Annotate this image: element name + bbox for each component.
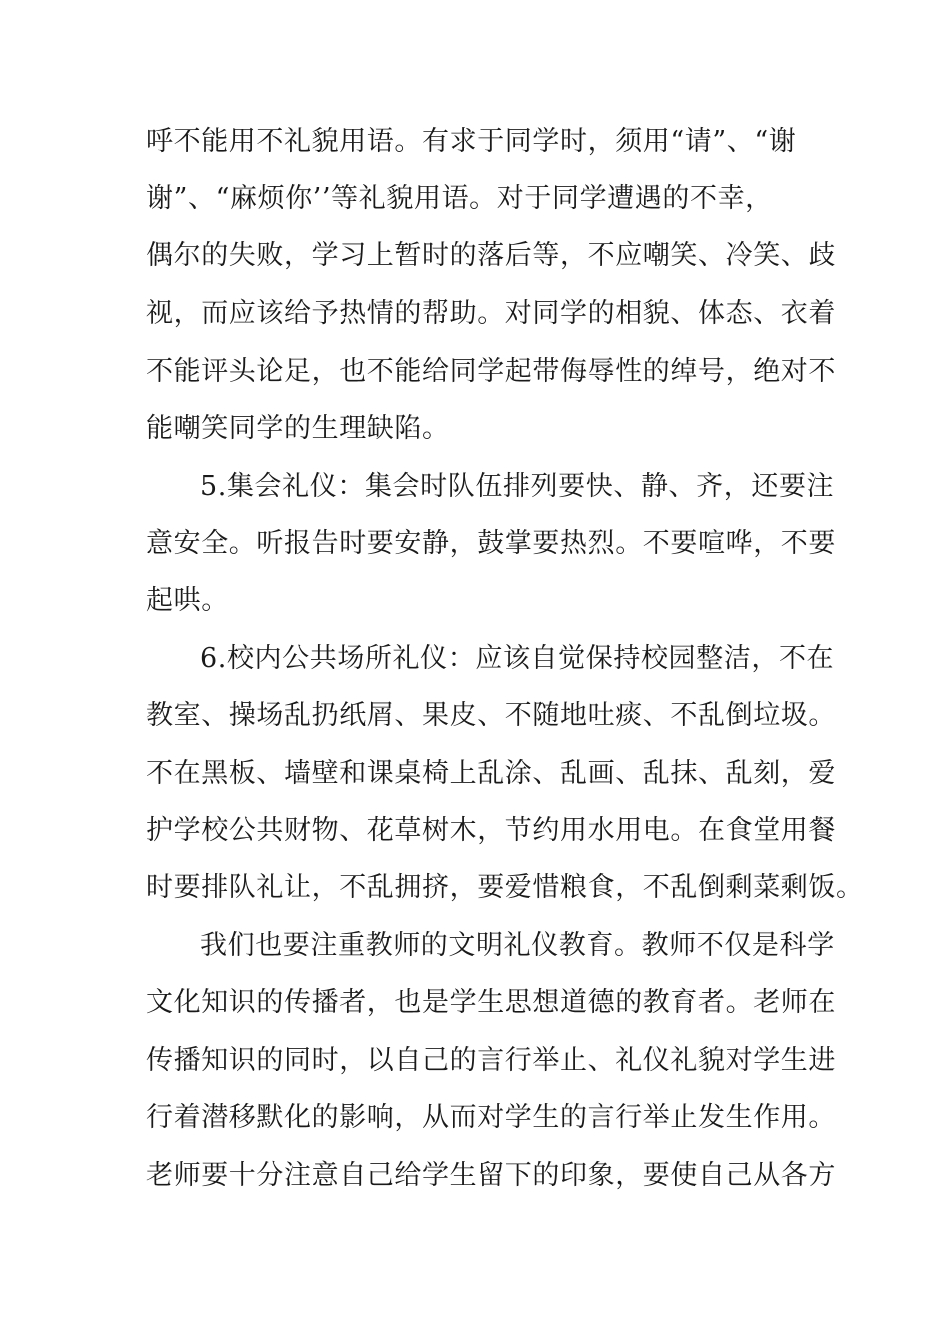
text-line: 老师要十分注意自己给学生留下的印象，要使自己从各方 — [146, 1160, 836, 1191]
text-line: 行着潜移默化的影响，从而对学生的言行举止发生作用。 — [146, 1102, 836, 1133]
text-line: 呼不能用不礼貌用语。有求于同学时，须用“请”、“谢 — [146, 126, 797, 157]
text-line: 意安全。听报告时要安静，鼓掌要热烈。不要喧哗，不要 — [146, 528, 836, 559]
paragraph-first-line: 我们也要注重教师的文明礼仪教育。教师不仅是科学 — [200, 930, 835, 961]
text-line: 传播知识的同时，以自己的言行举止、礼仪礼貌对学生进 — [146, 1045, 836, 1076]
text-line: 视，而应该给予热情的帮助。对同学的相貌、体态、衣着 — [146, 298, 836, 329]
text-line: 谢”、“麻烦你’’等礼貌用语。对于同学遭遇的不幸， — [146, 183, 773, 214]
text-line: 不能评头论足，也不能给同学起带侮辱性的绰号，绝对不 — [146, 356, 836, 387]
text-line: 护学校公共财物、花草树木，节约用水用电。在食堂用餐 — [146, 815, 836, 846]
text-line: 不在黑板、墙壁和课桌椅上乱涂、乱画、乱抹、乱刻，爱 — [146, 758, 836, 789]
text-line: 起哄。 — [146, 585, 229, 616]
text-line: 时要排队礼让，不乱拥挤，要爱惜粮食，不乱倒剩菜剩饭。 — [146, 872, 864, 903]
text-line: 偶尔的失败，学习上暂时的落后等，不应嘲笑、冷笑、歧 — [146, 240, 836, 271]
paragraph-first-line: 6.校内公共场所礼仪：应该自觉保持校园整洁，不在 — [200, 643, 835, 674]
text-line: 教室、操场乱扔纸屑、果皮、不随地吐痰、不乱倒垃圾。 — [146, 700, 836, 731]
paragraph-first-line: 5.集会礼仪：集会时队伍排列要快、静、齐，还要注 — [200, 471, 835, 502]
text-line: 能嘲笑同学的生理缺陷。 — [146, 413, 450, 444]
text-line: 文化知识的传播者，也是学生思想道德的教育者。老师在 — [146, 987, 836, 1018]
